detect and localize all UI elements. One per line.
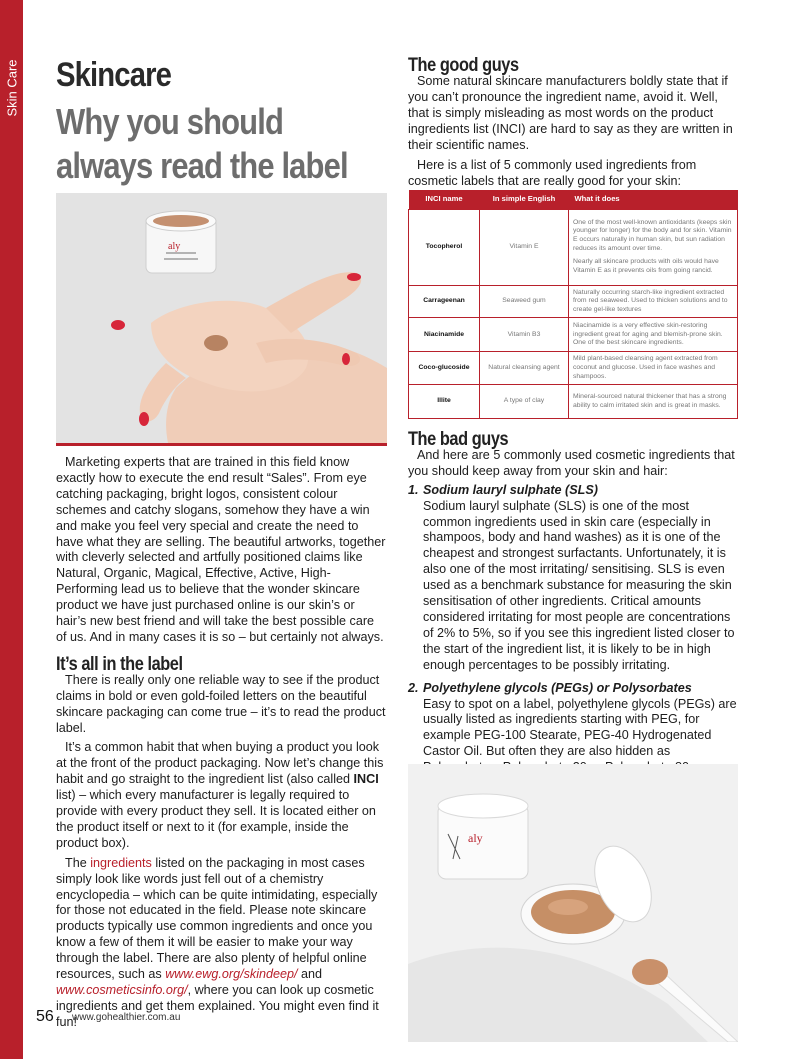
left-column xyxy=(56,455,387,1031)
bad-guys-heading: The bad guys xyxy=(408,429,509,450)
good-guys-section xyxy=(408,55,738,190)
hero-photo xyxy=(56,193,387,443)
ingredients-link[interactable]: ingredients xyxy=(90,855,152,870)
inci-name: Carrageenan xyxy=(409,285,480,318)
table-header-row xyxy=(409,190,738,209)
bad-guys-section xyxy=(408,429,738,776)
footer-url[interactable]: www.gohealthier.com.au xyxy=(72,1012,181,1023)
table-row xyxy=(409,209,738,285)
jars-spatula-illustration xyxy=(408,764,738,1042)
bad-ingredients-list xyxy=(408,483,738,776)
inci-name: Illite xyxy=(409,385,480,419)
table-header: What it does xyxy=(569,190,738,209)
jar-brand-text: aly xyxy=(168,241,181,252)
product-photo xyxy=(408,764,738,1042)
list-item: 2. Polyethylene glycols (PEGs) or Polysorbates Easy to spot on a label, polyethylene glycols (PEGs) are usually listed as ingredients starting with PEG, for example PEG-100 Stearate, PEG-40 Hydrogenated Castor Oil. But often they are also hidden as xyxy=(408,680,737,759)
what-it-does: Mineral-sourced natural thickener that has a strong ability to calm irritated skin and is great in masks. xyxy=(569,385,738,419)
section-side-bar xyxy=(0,0,23,1059)
inci-name: Tocopherol xyxy=(409,209,480,285)
simple-english: A type of clay xyxy=(480,385,569,419)
page-title: Skincare xyxy=(56,56,172,94)
bad-guys-intro: And here are 5 commonly used cosmetic ingredients that you should keep away from your skin and hair: xyxy=(408,447,735,478)
what-it-does: Mild plant-based cleansing agent extracted from coconut and glucose. Used in face washes and shampoos. xyxy=(569,352,738,385)
section-tab: Skin Care xyxy=(4,59,20,117)
table-header: INCI name xyxy=(409,190,480,209)
simple-english: Vitamin B3 xyxy=(480,318,569,352)
section-heading-label: It’s all in the label xyxy=(56,653,183,675)
page-subtitle: Why you should always read the label xyxy=(56,101,348,186)
table-row xyxy=(409,285,738,318)
simple-english: Natural cleansing agent xyxy=(480,352,569,385)
table-row xyxy=(409,385,738,419)
ingredients-table-wrap xyxy=(408,190,738,419)
ewg-link[interactable]: www.ewg.org/skindeep/ xyxy=(165,967,298,982)
table-row xyxy=(409,352,738,385)
ingredients-table xyxy=(408,190,738,419)
inci-name: Niacinamide xyxy=(409,318,480,352)
label-paragraph-1: There is really only one reliable way to see if the product claims in bold or even gold-foiled letters on the beautiful skincare packaging can come true – it’s to read the product label. xyxy=(56,672,386,735)
simple-english: Vitamin E xyxy=(480,209,569,285)
list-item: 1. Sodium lauryl sulphate (SLS) Sodium lauryl sulphate (SLS) is one of the most common ingredients used in skin care (especially in shampoos, body and hand washes) as it is one of the cheapest and strongest surfactants. Unfortunately, it is also one of the most irritating/ sensitising. SLS is even used as a benchmark substance for measuring the skin sensitisation of other ingredients. Critical amounts considered irritating for most people are concentrations of 2% to 5%, so if you see this ingredient listed closer to the start of the ingredient list, it is likely to be in high enough percentages to be possibly irritating. xyxy=(408,482,735,672)
table-header: In simple English xyxy=(480,190,569,209)
what-it-does: One of the most well-known antioxidants (keeps skin younger for longer) for the body and for skin. Vitamin E occurs naturally in human skin, but sun radiation reduces its amount over time. Nearly all skincare products with oils would have Vitamin E as it prevents oils from going rancid. xyxy=(569,209,738,285)
good-guys-heading: The good guys xyxy=(408,55,519,76)
simple-english: Seaweed gum xyxy=(480,285,569,318)
good-guys-paragraph-1: Some natural skincare manufacturers boldly state that if you can’t pronounce the ingredient name, avoid it. Well, that is simply misleading as most words on the product ingredients list (INCI) are hard to say as they are written in their scientific names. xyxy=(408,73,733,152)
label-paragraph-2: It’s a common habit that when buying a product you look at the front of the product packaging. Now let’s change this habit and go straight to the ingredient list (also called INCI list) – which every manufacturer is legally required to provide with every product they sell. It is located either on the product itself or next to it (for example, inside the product box). xyxy=(56,740,384,850)
photo-divider xyxy=(56,443,387,446)
table-row xyxy=(409,318,738,352)
label-paragraph-3: The ingredients listed on the packaging in most cases simply look like words just fell out of a chemistry encyclopedia – which can be quite intimidating, especially for those not educated in the field. Please note skincare products typically use common ingredients and once you know a few of them it will be easier to make your way through the label. There are also plenty of helpful online resources, such as www.ewg.org/skindeep/ and www.cosmeticsinfo.org/, where you can look up cosmetic ingredients and get them explained. You might even find it fun! xyxy=(56,855,379,1029)
what-it-does: Niacinamide is a very effective skin-restoring ingredient great for aging and blemish-prone skin. One of the best skincare ingredients. xyxy=(569,318,738,352)
good-guys-paragraph-2: Here is a list of 5 commonly used ingredients from cosmetic labels that are really good for your skin: xyxy=(408,158,697,189)
hand-jar-illustration xyxy=(56,193,387,443)
jar-brand-text: aly xyxy=(468,831,483,845)
page-number: 56 xyxy=(36,1008,54,1025)
inci-name: Coco-glucoside xyxy=(409,352,480,385)
cosmeticsinfo-link[interactable]: www.cosmeticsinfo.org/ xyxy=(56,983,188,997)
what-it-does: Naturally occurring starch-like ingredient extracted from red seaweed. Used to thicken solutions and to create gel-like textures xyxy=(569,285,738,318)
intro-paragraph: Marketing experts that are trained in this field know exactly how to execute the end result “Sales”. From eye catching packaging, bright logos, consistent colour schemes and catchy slogans, somehow they have a win and make you feel very special and create the need to have what they are selling. The beautiful artworks, together with cleverly selected and artfully positioned claims like Natural, Organic, Magical, Effective, Active, High-Performing lead us to believe that the wonder skincare product we have just purchased online is our skin’s or hair’s new best friend and will take the best possible care of us. And in many cases it is so – but certainly not always. xyxy=(56,455,386,644)
